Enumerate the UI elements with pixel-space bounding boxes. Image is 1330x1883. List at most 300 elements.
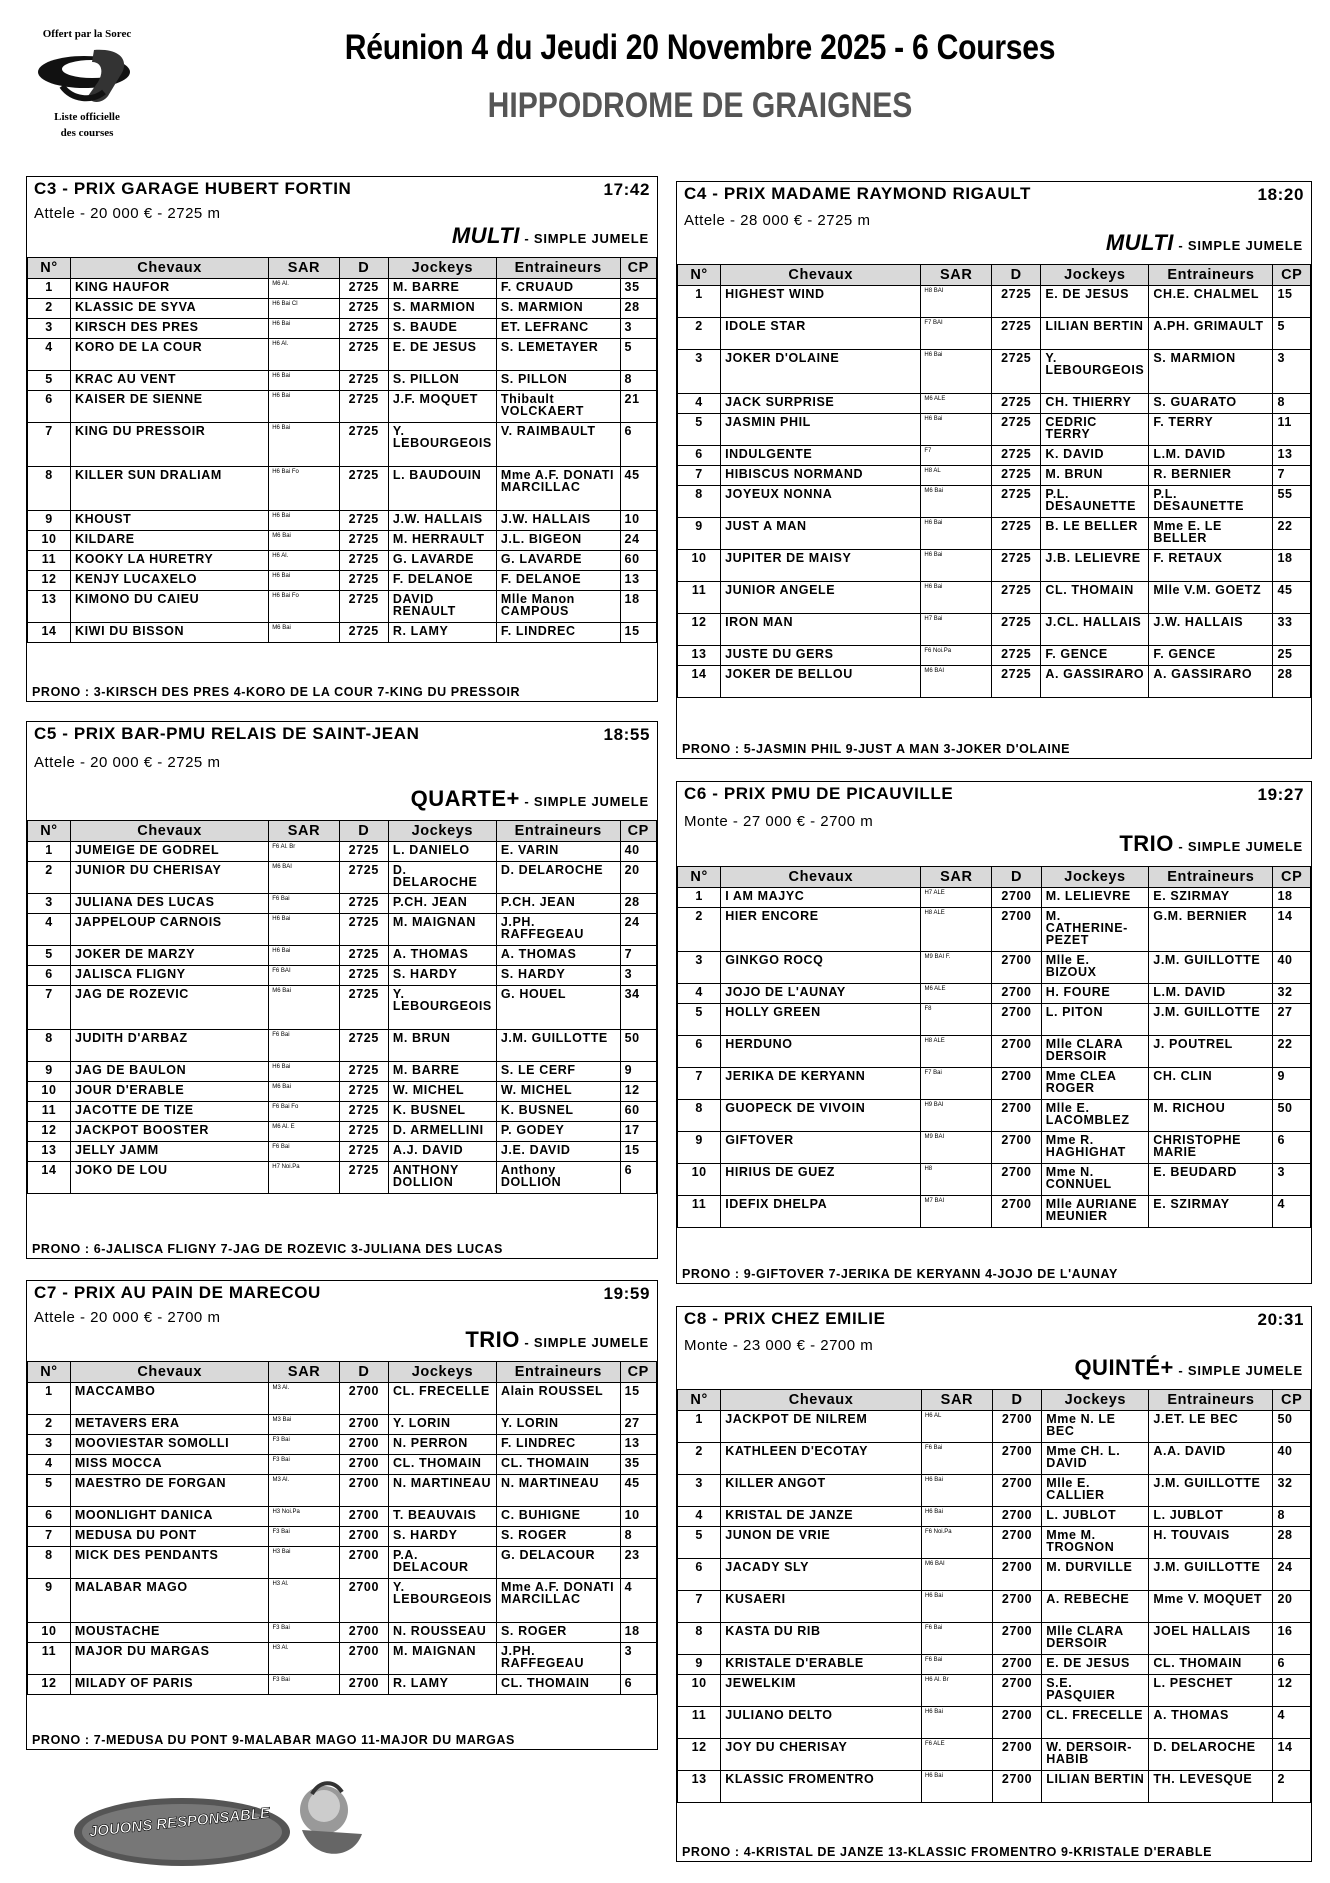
cell-trainer: A. THOMAS bbox=[1149, 1707, 1273, 1739]
cell-n: 9 bbox=[678, 1655, 721, 1675]
cell-horse: MALABAR MAGO bbox=[70, 1579, 269, 1623]
column-header-horse: Chevaux bbox=[721, 265, 921, 286]
cell-trainer: S. ROGER bbox=[496, 1527, 620, 1547]
table-row bbox=[678, 518, 1311, 550]
cell-trainer: G. LAVARDE bbox=[496, 551, 620, 571]
cell-d: 2725 bbox=[339, 1030, 388, 1062]
cell-sar: F6 Bai Fo bbox=[269, 1102, 339, 1122]
cell-n: 8 bbox=[678, 486, 721, 518]
cell-sar: H6 Bai bbox=[921, 414, 992, 446]
cell-trainer: S. LE CERF bbox=[496, 1062, 620, 1082]
cell-d: 2700 bbox=[992, 1100, 1041, 1132]
cell-sar: H6 Bai bbox=[269, 1062, 339, 1082]
cell-trainer: K. BUSNEL bbox=[496, 1102, 620, 1122]
cell-sar: F8 bbox=[921, 1004, 992, 1036]
cell-trainer: Alain ROUSSEL bbox=[496, 1383, 620, 1415]
cell-d: 2725 bbox=[339, 571, 388, 591]
table-row bbox=[678, 1443, 1311, 1475]
column-header-trainer: Entraineurs bbox=[1149, 867, 1273, 888]
cell-n: 1 bbox=[28, 842, 71, 862]
cell-sar: F6 Bai bbox=[921, 1655, 992, 1675]
cell-n: 5 bbox=[678, 1527, 721, 1559]
cell-n: 4 bbox=[28, 1455, 71, 1475]
table-row bbox=[28, 1102, 657, 1122]
cell-trainer: J.M. GUILLOTTE bbox=[1149, 952, 1273, 984]
bet-suffix: - SIMPLE JUMELE bbox=[1173, 839, 1303, 854]
cell-horse: MAESTRO DE FORGAN bbox=[70, 1475, 269, 1507]
cell-cp: 33 bbox=[1273, 614, 1311, 646]
page-subtitle: HIPPODROME DE GRAIGNES bbox=[487, 86, 913, 125]
race-info: Attele - 20 000 € - 2725 m bbox=[34, 205, 221, 222]
cell-horse: I AM MAJYC bbox=[721, 888, 921, 908]
table-row bbox=[678, 1164, 1311, 1196]
cell-d: 2700 bbox=[339, 1455, 388, 1475]
cell-sar: M6 BAI bbox=[921, 666, 992, 698]
cell-sar: H6 Bai bbox=[269, 914, 339, 946]
cell-cp: 27 bbox=[620, 1415, 656, 1435]
cell-cp: 60 bbox=[620, 551, 656, 571]
cell-jockey: Mme N. CONNUEL bbox=[1041, 1164, 1149, 1196]
runners-table bbox=[677, 264, 1311, 698]
cell-jockey: S. HARDY bbox=[388, 966, 496, 986]
cell-d: 2700 bbox=[992, 1475, 1041, 1507]
cell-trainer: J.ET. LE BEC bbox=[1149, 1411, 1273, 1443]
bet-type bbox=[452, 223, 649, 249]
cell-sar: F6 ALE bbox=[921, 1739, 992, 1771]
cell-sar: H6 Bai Fo bbox=[269, 591, 339, 623]
cell-sar: M3 Al. bbox=[269, 1475, 339, 1507]
cell-cp: 18 bbox=[620, 1623, 656, 1643]
cell-cp: 24 bbox=[620, 531, 656, 551]
column-header-sar: SAR bbox=[269, 1362, 339, 1383]
race-card bbox=[676, 181, 1312, 759]
race-name: C3 - PRIX GARAGE HUBERT FORTIN bbox=[34, 179, 352, 198]
cell-horse: KIRSCH DES PRES bbox=[70, 319, 268, 339]
cell-jockey: N. ROUSSEAU bbox=[389, 1623, 497, 1643]
cell-sar: F3 Bai bbox=[269, 1623, 339, 1643]
cell-sar: H7 Noi.Pa bbox=[269, 1162, 339, 1194]
runners-table bbox=[27, 1361, 657, 1695]
cell-n: 2 bbox=[678, 318, 721, 350]
table-row bbox=[28, 1527, 657, 1547]
column-header-trainer: Entraineurs bbox=[1149, 265, 1273, 286]
cell-d: 2725 bbox=[339, 391, 388, 423]
cell-jockey: M. BRUN bbox=[388, 1030, 496, 1062]
race-card bbox=[26, 721, 658, 1259]
cell-jockey: J.CL. HALLAIS bbox=[1041, 614, 1149, 646]
cell-jockey: Mlle E. CALLIER bbox=[1042, 1475, 1149, 1507]
cell-horse: JACKPOT BOOSTER bbox=[70, 1122, 268, 1142]
cell-n: 1 bbox=[28, 279, 71, 299]
cell-sar: H3 Al. bbox=[269, 1579, 339, 1623]
cell-trainer: CH.E. CHALMEL bbox=[1149, 286, 1273, 318]
cell-cp: 40 bbox=[620, 842, 656, 862]
cell-horse: KRISTALE D'ERABLE bbox=[721, 1655, 922, 1675]
cell-n: 11 bbox=[28, 1643, 71, 1675]
cell-cp: 3 bbox=[620, 1643, 656, 1675]
race-card bbox=[26, 1280, 658, 1750]
table-row bbox=[678, 1591, 1311, 1623]
cell-d: 2700 bbox=[339, 1383, 388, 1415]
column-header-sar: SAR bbox=[921, 1390, 992, 1411]
cell-n: 1 bbox=[678, 286, 721, 318]
cell-cp: 12 bbox=[1273, 1675, 1311, 1707]
cell-sar: H6 Bai Fo bbox=[269, 467, 339, 511]
cell-n: 5 bbox=[678, 1004, 721, 1036]
cell-cp: 25 bbox=[1273, 646, 1311, 666]
cell-cp: 4 bbox=[1273, 1196, 1311, 1228]
cell-jockey: P.L. DESAUNETTE bbox=[1041, 486, 1149, 518]
cell-jockey: LILIAN BERTIN bbox=[1042, 1771, 1149, 1803]
cell-cp: 45 bbox=[620, 1475, 656, 1507]
cell-d: 2725 bbox=[339, 946, 388, 966]
cell-n: 7 bbox=[28, 986, 71, 1030]
cell-trainer: A.A. DAVID bbox=[1149, 1443, 1273, 1475]
bet-suffix: - SIMPLE JUMELE bbox=[519, 1335, 649, 1350]
cell-d: 2725 bbox=[339, 1122, 388, 1142]
table-row bbox=[28, 1383, 657, 1415]
cell-horse: KATHLEEN D'ECOTAY bbox=[721, 1443, 922, 1475]
jouons-responsable-badge bbox=[62, 1770, 392, 1870]
column-header-cp: CP bbox=[620, 821, 656, 842]
table-row bbox=[28, 299, 657, 319]
cell-trainer: S. GUARATO bbox=[1149, 394, 1273, 414]
cell-n: 8 bbox=[678, 1100, 721, 1132]
cell-horse: JACK SURPRISE bbox=[721, 394, 921, 414]
column-header-n: N° bbox=[678, 265, 721, 286]
cell-cp: 60 bbox=[620, 1102, 656, 1122]
cell-trainer: J.E. DAVID bbox=[496, 1142, 620, 1162]
cell-jockey: Mme N. LE BEC bbox=[1042, 1411, 1149, 1443]
cell-trainer: F. RETAUX bbox=[1149, 550, 1273, 582]
cell-sar: H6 Bai bbox=[269, 571, 339, 591]
cell-n: 3 bbox=[678, 350, 721, 394]
table-row bbox=[678, 1623, 1311, 1655]
cell-d: 2725 bbox=[992, 582, 1041, 614]
cell-cp: 14 bbox=[1273, 1739, 1311, 1771]
cell-sar: H8 ALE bbox=[921, 908, 992, 952]
cell-cp: 17 bbox=[620, 1122, 656, 1142]
bet-type bbox=[1106, 230, 1303, 256]
cell-n: 8 bbox=[678, 1623, 721, 1655]
cell-jockey: J.F. MOQUET bbox=[388, 391, 496, 423]
cell-n: 5 bbox=[28, 1475, 71, 1507]
table-row bbox=[28, 531, 657, 551]
cell-d: 2700 bbox=[992, 1196, 1041, 1228]
cell-n: 9 bbox=[28, 1579, 71, 1623]
table-row bbox=[678, 1196, 1311, 1228]
table-row bbox=[678, 486, 1311, 518]
cell-n: 12 bbox=[28, 571, 71, 591]
cell-sar: H6 Bai bbox=[269, 371, 339, 391]
cell-d: 2725 bbox=[992, 646, 1041, 666]
table-header bbox=[678, 265, 1311, 286]
table-row bbox=[678, 614, 1311, 646]
cell-n: 10 bbox=[28, 1082, 71, 1102]
cell-sar: H7 Bai bbox=[921, 614, 992, 646]
cell-horse: KLASSIC FROMENTRO bbox=[721, 1771, 922, 1803]
cell-horse: HOLLY GREEN bbox=[721, 1004, 921, 1036]
column-header-horse: Chevaux bbox=[70, 1362, 269, 1383]
prono-line: PRONO : 7-MEDUSA DU PONT 9-MALABAR MAGO 11-MAJOR DU MARGAS bbox=[32, 1733, 515, 1747]
cell-n: 10 bbox=[678, 550, 721, 582]
cell-jockey: M. HERRAULT bbox=[388, 531, 496, 551]
cell-jockey: A. REBECHE bbox=[1042, 1591, 1149, 1623]
cell-sar: H6 Al. bbox=[269, 339, 339, 371]
cell-cp: 13 bbox=[1273, 446, 1311, 466]
cell-jockey: CL. THOMAIN bbox=[1041, 582, 1149, 614]
cell-trainer: V. RAIMBAULT bbox=[496, 423, 620, 467]
table-row bbox=[28, 1643, 657, 1675]
cell-jockey: F. DELANOE bbox=[388, 571, 496, 591]
cell-horse: IDOLE STAR bbox=[721, 318, 921, 350]
cell-trainer: A. GASSIRARO bbox=[1149, 666, 1273, 698]
cell-horse: GINKGO ROCQ bbox=[721, 952, 921, 984]
cell-horse: JUNON DE VRIE bbox=[721, 1527, 922, 1559]
cell-jockey: W. MICHEL bbox=[388, 1082, 496, 1102]
cell-n: 2 bbox=[28, 1415, 71, 1435]
column-header-sar: SAR bbox=[269, 258, 339, 279]
cell-d: 2725 bbox=[339, 339, 388, 371]
table-row bbox=[28, 1675, 657, 1695]
cell-trainer: F. DELANOE bbox=[496, 571, 620, 591]
cell-horse: IDEFIX DHELPA bbox=[721, 1196, 921, 1228]
cell-cp: 13 bbox=[620, 1435, 656, 1455]
sorec-logo bbox=[22, 28, 152, 146]
table-row bbox=[28, 1415, 657, 1435]
column-header-n: N° bbox=[678, 867, 721, 888]
cell-n: 12 bbox=[28, 1122, 71, 1142]
cell-n: 4 bbox=[678, 394, 721, 414]
cell-horse: JOKER D'OLAINE bbox=[721, 350, 921, 394]
column-header-n: N° bbox=[28, 258, 71, 279]
cell-horse: JEWELKIM bbox=[721, 1675, 922, 1707]
cell-d: 2725 bbox=[339, 623, 388, 643]
cell-d: 2725 bbox=[992, 318, 1041, 350]
cell-n: 13 bbox=[28, 591, 71, 623]
cell-sar: M6 BAI bbox=[921, 1559, 992, 1591]
cell-n: 5 bbox=[28, 371, 71, 391]
cell-n: 11 bbox=[678, 582, 721, 614]
table-row bbox=[28, 842, 657, 862]
cell-sar: H9 BAI bbox=[921, 1100, 992, 1132]
cell-sar: H6 Bai bbox=[921, 1707, 992, 1739]
cell-trainer: S. PILLON bbox=[496, 371, 620, 391]
column-header-cp: CP bbox=[1273, 867, 1311, 888]
table-row bbox=[28, 371, 657, 391]
cell-cp: 32 bbox=[1273, 984, 1311, 1004]
cell-horse: HIRIUS DE GUEZ bbox=[721, 1164, 921, 1196]
cell-jockey: A. THOMAS bbox=[388, 946, 496, 966]
cell-horse: JULIANO DELTO bbox=[721, 1707, 922, 1739]
table-row bbox=[678, 1411, 1311, 1443]
cell-trainer: P.CH. JEAN bbox=[496, 894, 620, 914]
cell-cp: 55 bbox=[1273, 486, 1311, 518]
cell-cp: 35 bbox=[620, 1455, 656, 1475]
race-info: Attele - 20 000 € - 2725 m bbox=[34, 754, 221, 771]
cell-n: 4 bbox=[28, 339, 71, 371]
horse-logo-icon bbox=[32, 42, 142, 108]
table-row bbox=[28, 551, 657, 571]
cell-cp: 15 bbox=[620, 1383, 656, 1415]
cell-horse: JACADY SLY bbox=[721, 1559, 922, 1591]
cell-sar: M6 Bai bbox=[269, 986, 339, 1030]
table-header bbox=[678, 867, 1311, 888]
race-card bbox=[26, 176, 658, 702]
cell-jockey: M. LELIEVRE bbox=[1041, 888, 1149, 908]
cell-jockey: CEDRIC TERRY bbox=[1041, 414, 1149, 446]
cell-horse: JAG DE BAULON bbox=[70, 1062, 268, 1082]
cell-horse: JASMIN PHIL bbox=[721, 414, 921, 446]
cell-jockey: DAVID RENAULT bbox=[388, 591, 496, 623]
column-header-trainer: Entraineurs bbox=[496, 821, 620, 842]
cell-trainer: CL. THOMAIN bbox=[1149, 1655, 1273, 1675]
cell-d: 2700 bbox=[339, 1643, 388, 1675]
column-header-sar: SAR bbox=[921, 265, 992, 286]
race-name: C5 - PRIX BAR-PMU RELAIS DE SAINT-JEAN bbox=[34, 724, 420, 743]
cell-jockey: M. MAIGNAN bbox=[389, 1643, 497, 1675]
cell-sar: F3 Bai bbox=[269, 1435, 339, 1455]
cell-n: 11 bbox=[678, 1196, 721, 1228]
cell-horse: KILLER SUN DRALIAM bbox=[70, 467, 268, 511]
cell-d: 2700 bbox=[992, 1739, 1041, 1771]
cell-jockey: D. ARMELLINI bbox=[388, 1122, 496, 1142]
table-row bbox=[28, 1062, 657, 1082]
cell-sar: H3 Noi.Pa bbox=[269, 1507, 339, 1527]
cell-d: 2700 bbox=[339, 1623, 388, 1643]
cell-cp: 4 bbox=[620, 1579, 656, 1623]
cell-cp: 23 bbox=[620, 1547, 656, 1579]
cell-jockey: T. BEAUVAIS bbox=[389, 1507, 497, 1527]
cell-sar: F7 bbox=[921, 446, 992, 466]
cell-d: 2725 bbox=[339, 1082, 388, 1102]
cell-cp: 14 bbox=[1273, 908, 1311, 952]
cell-n: 3 bbox=[28, 319, 71, 339]
race-time: 19:59 bbox=[603, 1284, 650, 1303]
cell-sar: M6 ALE bbox=[921, 394, 992, 414]
logo-bottom-text-2: des courses bbox=[60, 127, 114, 139]
cell-jockey: Y. LEBOURGEOIS bbox=[1041, 350, 1149, 394]
cell-trainer: Mlle Manon CAMPOUS bbox=[496, 591, 620, 623]
cell-n: 2 bbox=[28, 299, 71, 319]
cell-n: 6 bbox=[28, 391, 71, 423]
cell-d: 2700 bbox=[992, 984, 1041, 1004]
cell-sar: M9 BAI bbox=[921, 1132, 992, 1164]
table-row bbox=[678, 1655, 1311, 1675]
cell-d: 2725 bbox=[992, 666, 1041, 698]
cell-d: 2725 bbox=[339, 966, 388, 986]
runners-table bbox=[677, 866, 1311, 1228]
cell-n: 3 bbox=[678, 952, 721, 984]
cell-cp: 8 bbox=[620, 371, 656, 391]
cell-n: 6 bbox=[678, 446, 721, 466]
column-header-cp: CP bbox=[620, 258, 656, 279]
cell-horse: JAPPELOUP CARNOIS bbox=[70, 914, 268, 946]
cell-jockey: M. DURVILLE bbox=[1042, 1559, 1149, 1591]
cell-jockey: S. MARMION bbox=[388, 299, 496, 319]
table-row bbox=[678, 1036, 1311, 1068]
table-row bbox=[678, 1675, 1311, 1707]
cell-cp: 20 bbox=[1273, 1591, 1311, 1623]
cell-cp: 15 bbox=[620, 1142, 656, 1162]
column-header-d: D bbox=[992, 1390, 1041, 1411]
cell-horse: MACCAMBO bbox=[70, 1383, 269, 1415]
cell-n: 7 bbox=[28, 1527, 71, 1547]
cell-jockey: Mme CH. L. DAVID bbox=[1042, 1443, 1149, 1475]
cell-d: 2700 bbox=[992, 1655, 1041, 1675]
cell-n: 5 bbox=[678, 414, 721, 446]
cell-d: 2725 bbox=[339, 1062, 388, 1082]
cell-jockey: E. DE JESUS bbox=[1041, 286, 1149, 318]
cell-d: 2725 bbox=[339, 894, 388, 914]
cell-trainer: E. VARIN bbox=[496, 842, 620, 862]
cell-jockey: Y. LEBOURGEOIS bbox=[389, 1579, 497, 1623]
cell-cp: 6 bbox=[620, 1162, 656, 1194]
cell-cp: 28 bbox=[1273, 666, 1311, 698]
cell-n: 10 bbox=[678, 1675, 721, 1707]
cell-trainer: J.L. BIGEON bbox=[496, 531, 620, 551]
cell-cp: 8 bbox=[1273, 394, 1311, 414]
cell-sar: M6 Al. E bbox=[269, 1122, 339, 1142]
table-row bbox=[678, 646, 1311, 666]
cell-horse: KING DU PRESSOIR bbox=[70, 423, 268, 467]
column-header-jockey: Jockeys bbox=[1041, 867, 1149, 888]
table-row bbox=[678, 1068, 1311, 1100]
cell-horse: JERIKA DE KERYANN bbox=[721, 1068, 921, 1100]
cell-d: 2725 bbox=[339, 914, 388, 946]
cell-trainer: P. GODEY bbox=[496, 1122, 620, 1142]
cell-trainer: F. LINDREC bbox=[496, 623, 620, 643]
cell-jockey: ANTHONY DOLLION bbox=[388, 1162, 496, 1194]
cell-sar: H6 Bai bbox=[921, 550, 992, 582]
table-row bbox=[678, 888, 1311, 908]
cell-horse: JOKER DE MARZY bbox=[70, 946, 268, 966]
race-time: 20:31 bbox=[1257, 1310, 1304, 1329]
cell-trainer: CHRISTOPHE MARIE bbox=[1149, 1132, 1273, 1164]
race-info: Attele - 28 000 € - 2725 m bbox=[684, 212, 871, 229]
cell-trainer: R. BERNIER bbox=[1149, 466, 1273, 486]
cell-trainer: CL. THOMAIN bbox=[496, 1675, 620, 1695]
cell-d: 2700 bbox=[339, 1507, 388, 1527]
cell-jockey: G. LAVARDE bbox=[388, 551, 496, 571]
table-header bbox=[28, 258, 657, 279]
cell-horse: KORO DE LA COUR bbox=[70, 339, 268, 371]
cell-cp: 13 bbox=[620, 571, 656, 591]
page-title: Réunion 4 du Jeudi 20 Novembre 2025 - 6 Courses bbox=[344, 28, 1056, 67]
cell-jockey: E. DE JESUS bbox=[1042, 1655, 1149, 1675]
cell-horse: KASTA DU RIB bbox=[721, 1623, 922, 1655]
column-header-n: N° bbox=[28, 821, 71, 842]
cell-jockey: CL. THOMAIN bbox=[389, 1455, 497, 1475]
cell-horse: JOJO DE L'AUNAY bbox=[721, 984, 921, 1004]
table-row bbox=[28, 339, 657, 371]
cell-n: 14 bbox=[678, 666, 721, 698]
race-card bbox=[676, 781, 1312, 1284]
cell-d: 2700 bbox=[992, 1527, 1041, 1559]
cell-cp: 3 bbox=[620, 966, 656, 986]
cell-d: 2700 bbox=[992, 1164, 1041, 1196]
column-header-d: D bbox=[339, 821, 388, 842]
cell-cp: 10 bbox=[620, 1507, 656, 1527]
cell-jockey: S. BAUDE bbox=[388, 319, 496, 339]
cell-cp: 4 bbox=[1273, 1707, 1311, 1739]
cell-n: 11 bbox=[678, 1707, 721, 1739]
cell-sar: H6 Bai bbox=[921, 1475, 992, 1507]
cell-n: 12 bbox=[678, 614, 721, 646]
cell-n: 4 bbox=[28, 914, 71, 946]
cell-cp: 6 bbox=[1273, 1655, 1311, 1675]
cell-trainer: S. MARMION bbox=[496, 299, 620, 319]
